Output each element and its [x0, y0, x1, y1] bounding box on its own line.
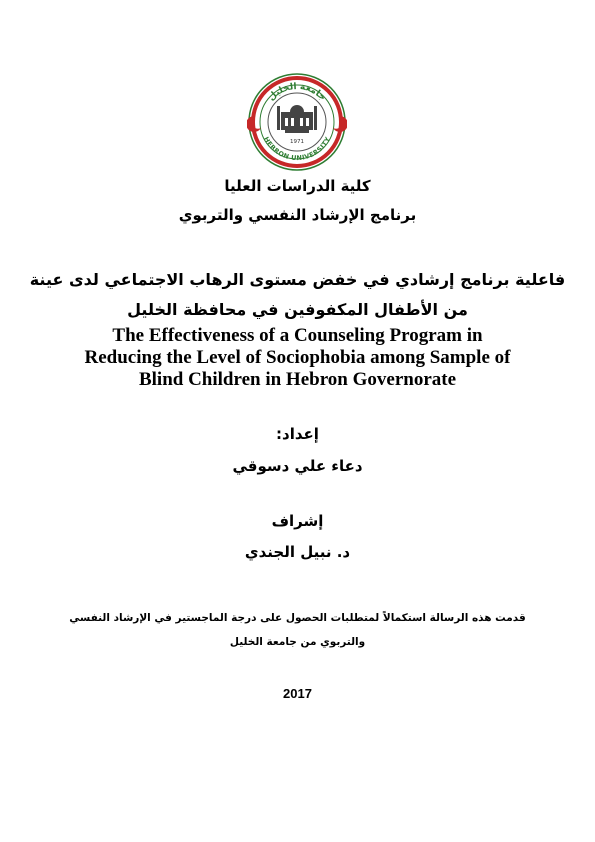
logo-english-text: HEBRON UNIVERSITY — [262, 135, 332, 163]
logo-year: 1971 — [290, 139, 304, 145]
program-name: برنامج الإرشاد النفسي والتربوي — [178, 206, 417, 224]
submission-year: 2017 — [283, 686, 312, 701]
faculty-name: كلية الدراسات العليا — [224, 177, 371, 195]
title-english-line-2: Reducing the Level of Sociophobia among Sample of — [84, 347, 511, 368]
prepared-by-label: إعداد: — [276, 425, 319, 443]
logo-arabic-text: جامعة الخليل — [266, 82, 328, 103]
submission-statement-line-1: قدمت هذه الرسالة استكمالاً لمتطلبات الحصول على درجة الماجستير في الإرشاد النفسي — [69, 612, 526, 624]
submission-statement-line-2: والتربوي من جامعة الخليل — [229, 636, 366, 648]
title-english-line-3: Blind Children in Hebron Governorate — [138, 369, 457, 390]
supervisor-name: د. نبيل الجندي — [244, 543, 351, 561]
title-arabic-line-2: من الأطفال المكفوفين في محافظة الخليل — [127, 300, 468, 319]
title-arabic-line-1: فاعلية برنامج إرشادي في خفض مستوى الرهاب الاجتماعي لدى عينة — [29, 270, 566, 289]
author-name: دعاء علي دسوقي — [232, 457, 363, 475]
title-english-line-1: The Effectiveness of a Counseling Program in — [112, 325, 483, 346]
supervision-label: إشراف — [271, 512, 324, 530]
hebron-university-logo — [247, 72, 347, 172]
